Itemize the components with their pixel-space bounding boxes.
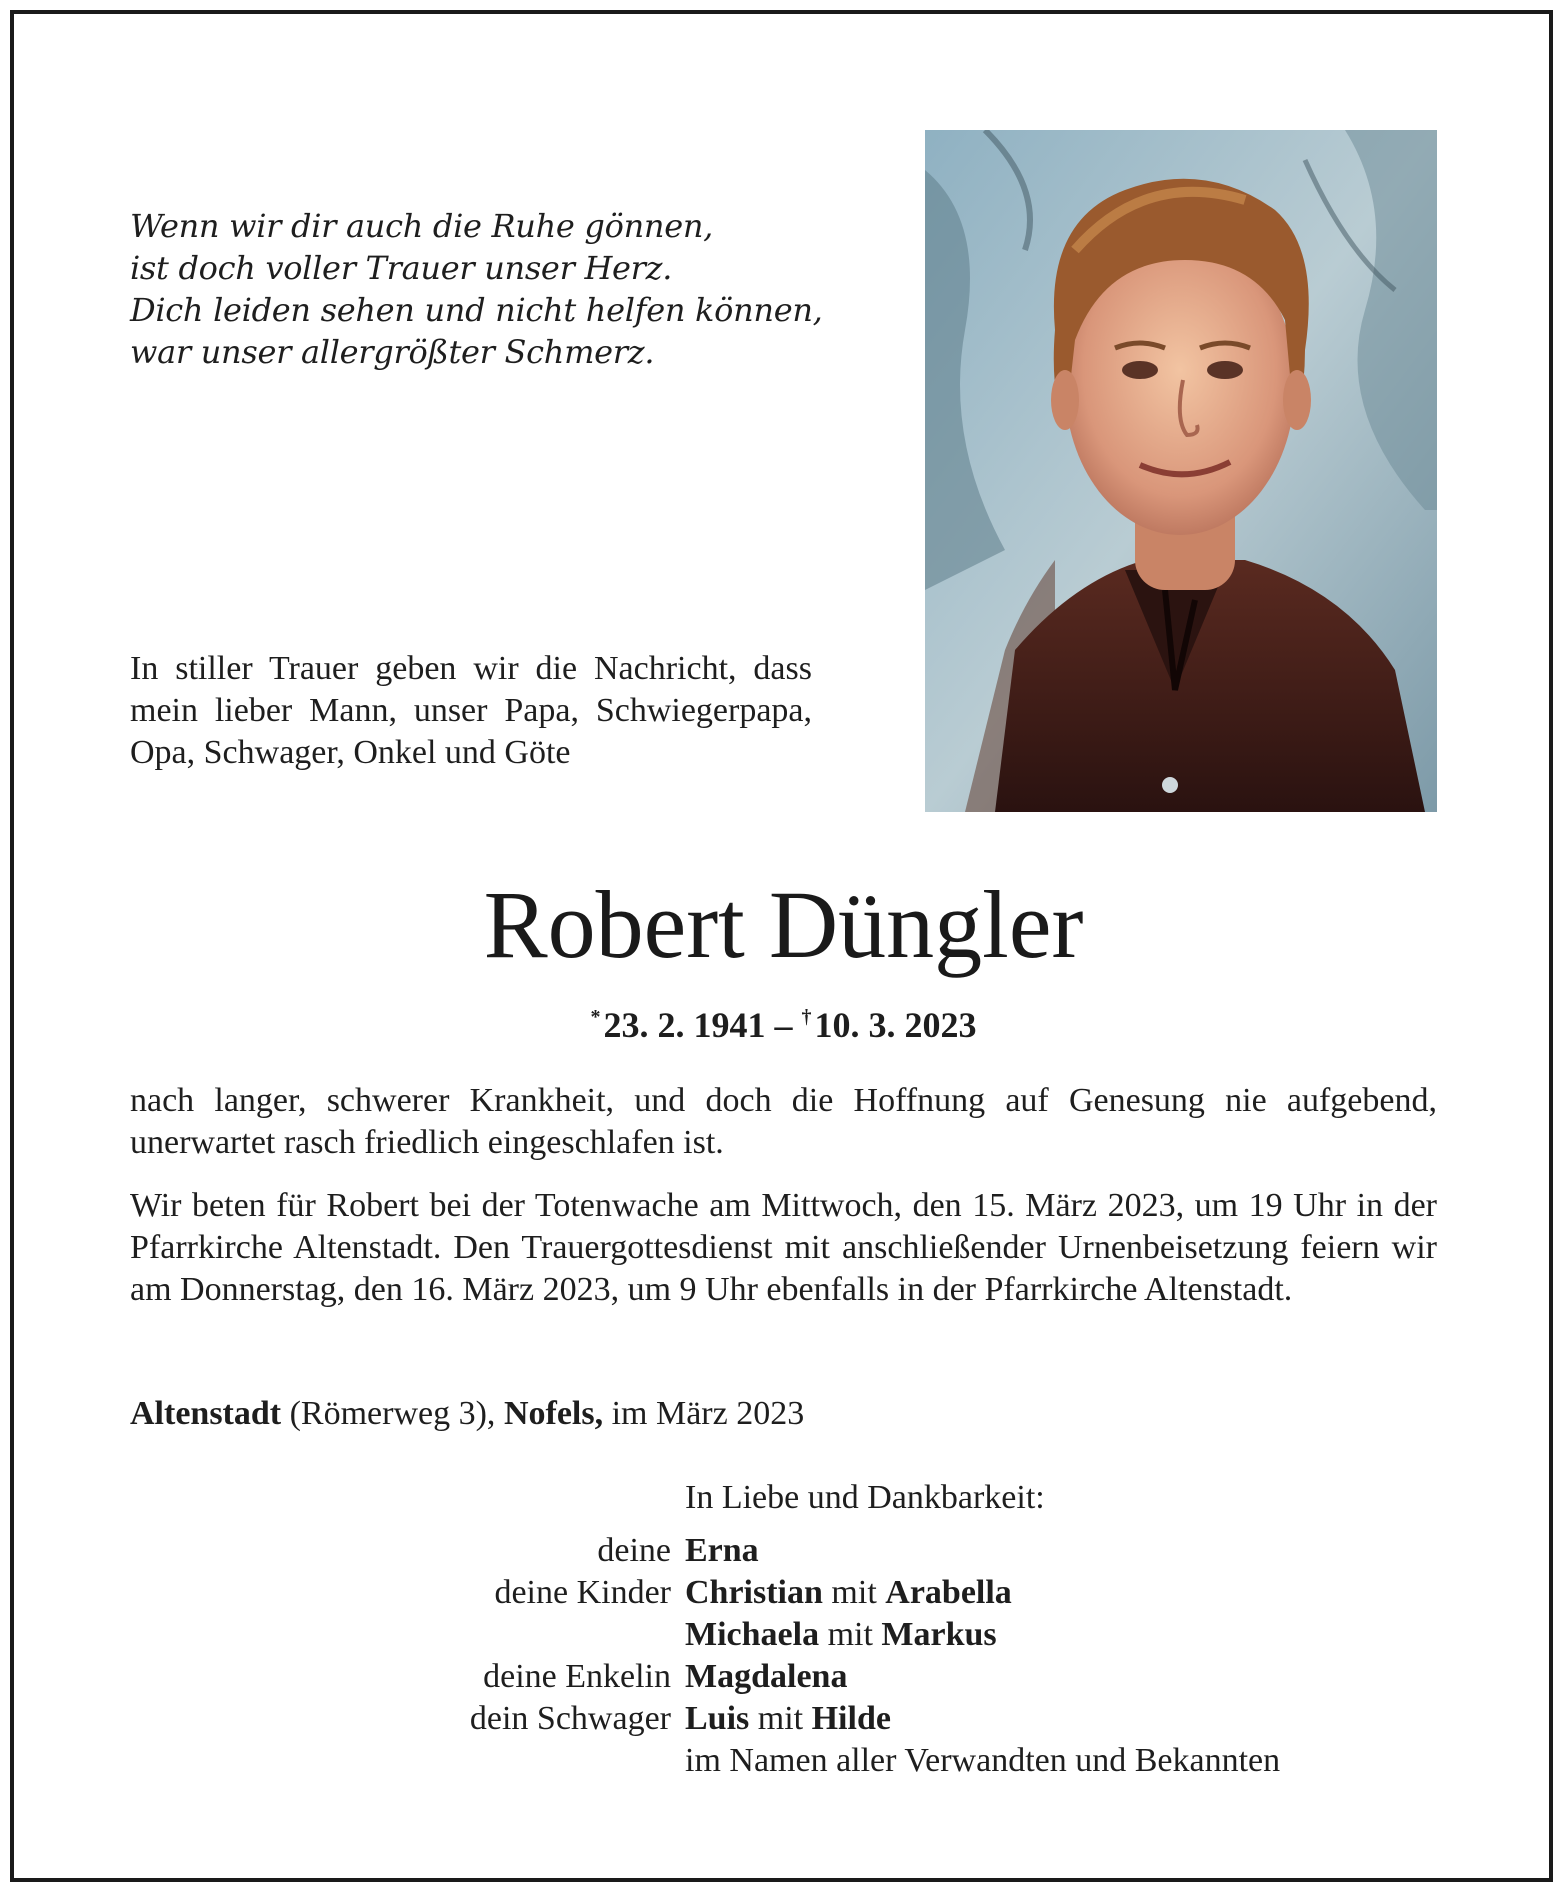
signer-row	[0, 1698, 1567, 1740]
deceased-name: Robert Düngler	[483, 871, 1084, 978]
signer-names	[685, 1656, 847, 1698]
service-paragraph: Wir beten für Robert bei der Totenwache am Mittwoch, den 15. März 2023, um 19 Uhr in der Pfarrkirche Altenstadt. Den Trauergottesdienst mit anschließender Urnenbeisetzung feiern wir am Donnerstag, den 16. März 2023, um 9 Uhr ebenfalls in der Pfarrkirche Altenstadt.	[130, 1187, 1437, 1308]
poem-line: Dich leiden sehen und nicht helfen können,	[130, 291, 823, 329]
birth-symbol: *	[590, 1006, 601, 1028]
death-symbol: †	[801, 1006, 812, 1028]
poem-line: war unser allergrößter Schmerz.	[130, 333, 655, 371]
signer-name: Christian	[685, 1574, 823, 1611]
signer-connector: mit	[819, 1616, 882, 1653]
signers-list	[0, 1530, 1567, 1782]
signer-names	[685, 1572, 1012, 1614]
signer-relation: deine Enkelin	[483, 1658, 671, 1695]
signer-relation: deine Kinder	[494, 1574, 671, 1611]
signer-row	[0, 1530, 1567, 1572]
place-address: (Römerweg 3),	[281, 1395, 504, 1432]
signer-name: Magdalena	[685, 1658, 848, 1695]
signer-closing: im Namen aller Verwandten und Bekannten	[685, 1742, 1281, 1779]
signer-names	[685, 1530, 759, 1572]
poem-line: ist doch voller Trauer unser Herz.	[130, 249, 673, 287]
poem-line: Wenn wir dir auch die Ruhe gönnen,	[130, 207, 714, 245]
place-and-date	[130, 1393, 804, 1435]
signer-connector: mit	[749, 1700, 812, 1737]
place-town: Altenstadt	[130, 1395, 282, 1432]
life-dates	[0, 995, 1567, 1047]
memorial-poem	[130, 205, 830, 373]
signer-name: Hilde	[811, 1700, 891, 1737]
announcement-paragraph: nach langer, schwerer Krankheit, und doch die Hoffnung auf Genesung nie aufgebend, unerwartet rasch friedlich eingeschlafen ist.	[130, 1082, 1437, 1161]
signer-name: Arabella	[885, 1574, 1012, 1611]
signer-names	[685, 1698, 891, 1740]
signer-row	[0, 1572, 1567, 1614]
deceased-portrait-photo	[925, 130, 1437, 812]
signer-names	[685, 1614, 997, 1656]
signer-name: Michaela	[685, 1616, 820, 1653]
signer-row	[0, 1614, 1567, 1656]
date-separator: –	[765, 1005, 802, 1045]
intro-text: In stiller Trauer geben wir die Nachricht, dass mein lieber Mann, unser Papa, Schwiegerpapa, Opa, Schwager, Onkel und Göte	[130, 650, 812, 771]
signer-name: Luis	[685, 1700, 750, 1737]
place-date: im März 2023	[603, 1395, 805, 1432]
signer-name: Erna	[685, 1532, 759, 1569]
death-date: 10. 3. 2023	[814, 1005, 977, 1045]
signer-row	[0, 1656, 1567, 1698]
signer-connector: mit	[822, 1574, 886, 1611]
signer-relation: deine	[597, 1532, 671, 1569]
signer-name: Markus	[881, 1616, 997, 1653]
signer-relation: dein Schwager	[469, 1700, 671, 1737]
place-town2: Nofels,	[503, 1395, 604, 1432]
birth-date: 23. 2. 1941	[603, 1005, 766, 1045]
thanks-line: In Liebe und Dankbarkeit:	[685, 1479, 1045, 1516]
signer-row	[0, 1740, 1567, 1782]
